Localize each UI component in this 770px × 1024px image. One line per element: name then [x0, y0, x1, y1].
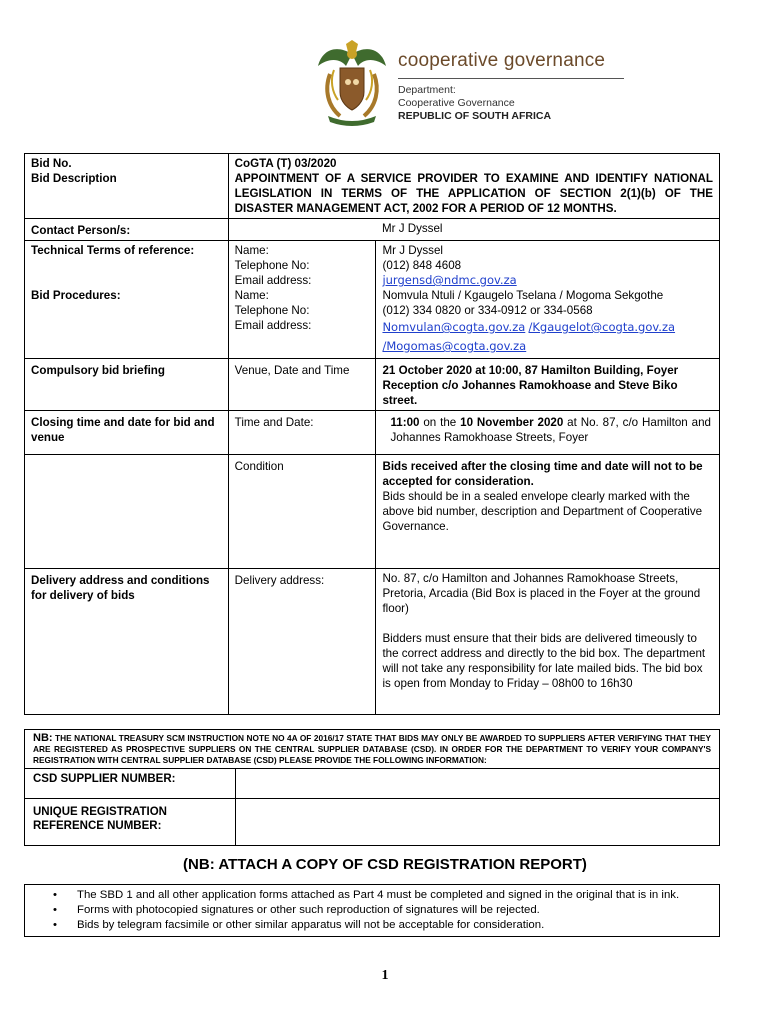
list-item: • The SBD 1 and all other application forms attached as Part 4 must be completed and signed in the original that is in ink. [53, 888, 713, 903]
table-row [25, 359, 720, 411]
table-row [25, 455, 720, 569]
contact-label: Contact Person/s: [25, 219, 229, 241]
contact-value: Mr J Dyssel [376, 219, 720, 241]
condition-warning: Bids received after the closing time and date will not to be accepted for consideration. [382, 460, 703, 488]
list-item: • Bids by telegram facsimile or other similar apparatus will not be acceptable for consideration. [53, 918, 713, 933]
dept-line-3: REPUBLIC OF SOUTH AFRICA [398, 110, 552, 122]
delivery-address: No. 87, c/o Hamilton and Johannes Ramokhoase Streets, Pretoria, Arcadia (Bid Box is placed in the Foyer at the ground floor) [382, 572, 701, 615]
bid-description-value: APPOINTMENT OF A SERVICE PROVIDER TO EXAMINE AND IDENTIFY NATIONAL LEGISLATION IN TERMS OF THE APPLICATION OF SECTION 2(1)(b) OF THE DISASTER MANAGEMENT ACT, 2002 FOR A PERIOD OF 12 MONTHS. [234, 172, 713, 215]
condition-value [376, 455, 720, 569]
dept-line-2: Cooperative Governance [398, 97, 515, 109]
department-logo [316, 40, 636, 130]
technical-name: Mr J Dyssel [382, 244, 443, 257]
table-row [25, 569, 720, 715]
csd-nb-label: NB: [33, 732, 53, 744]
brand-divider [398, 78, 624, 79]
delivery-sublabel: Delivery address: [228, 569, 376, 715]
submission-rules [24, 884, 720, 937]
closing-sublabel: Time and Date: [228, 411, 376, 455]
brand-name: cooperative governance [398, 50, 606, 71]
procedures-email-link-2[interactable]: /Kgaugelot@cogta.gov.za [528, 320, 676, 334]
rules-list [53, 888, 713, 933]
table-row [25, 769, 719, 799]
table-row [25, 154, 720, 219]
attach-csd-note: (NB: ATTACH A COPY OF CSD REGISTRATION REPORT) [183, 856, 587, 873]
bid-no-value: CoGTA (T) 03/2020 [234, 157, 337, 170]
delivery-label: Delivery address and conditions for delivery of bids [25, 569, 229, 715]
bid-description-label: Bid Description [31, 172, 117, 185]
bid-no-value-cell [228, 154, 719, 219]
closing-time: 11:00 [390, 416, 420, 429]
csd-fields-table [25, 768, 719, 845]
procedures-email-link-1[interactable]: Nomvulan@cogta.gov.za [382, 320, 526, 334]
bid-procedures-label: Bid Procedures: [31, 289, 121, 302]
dept-line-1: Department: [398, 84, 456, 96]
closing-value: 11:00 on the 10 November 2020 at No. 87, c/o Hamilton and Johannes Ramokhoase Streets, Foyer [376, 411, 720, 455]
table-row [25, 219, 720, 241]
briefing-value: 21 October 2020 at 10:00, 87 Hamilton Building, Foyer Reception c/o Johannes Ramokhoase and Steve Biko street. [376, 359, 720, 411]
urn-field[interactable] [235, 799, 719, 845]
condition-sublabel: Condition [228, 455, 376, 569]
delivery-note: Bidders must ensure that their bids are delivered timeously to the correct address and directly to the bid box. The department will not take any responsibility for late mailed bids. The bid box is open from Monday to Friday – 08h00 to 16h30 [382, 632, 706, 690]
procedures-telephone: (012) 334 0820 or 334-0912 or 334-0568 [382, 304, 593, 317]
procedures-email-link-3[interactable]: /Mogomas@cogta.gov.za [382, 339, 527, 353]
closing-date: 10 November 2020 [460, 416, 564, 429]
list-item: • Forms with photocopied signatures or other such reproduction of signatures will be rejected. [53, 903, 713, 918]
technical-email-link[interactable]: jurgensd@ndmc.gov.za [382, 273, 517, 287]
csd-note-text: THE NATIONAL TREASURY SCM INSTRUCTION NOTE NO 4A OF 2016/17 STATE THAT BIDS MAY ONLY BE AWARDED TO SUPPLIERS AFTER VERIFYING THAT THEY ARE REGISTERED AS PROSPECTIVE SUPPLIERS ON THE CENTRAL SUPPLIER DATABASE (CSD). IN ORDER FOR THE DEPARTMENT TO VERIFY YOUR COMPANY'S REGISTRATION WITH CENTRAL SUPPLIER DATABASE (CSD) PLEASE PROVIDE THE FOLLOWING INFORMATION: [33, 733, 711, 765]
briefing-label: Compulsory bid briefing [25, 359, 229, 411]
briefing-sublabel: Venue, Date and Time [228, 359, 376, 411]
table-row [25, 411, 720, 455]
technical-values [376, 241, 720, 359]
technical-sublabels: Name: Telephone No: Email address: Name: Telephone No: Email address: [228, 241, 376, 359]
page-number: 1 [381, 968, 389, 983]
csd-registration-box [24, 729, 720, 846]
table-row [25, 241, 720, 359]
delivery-value [376, 569, 720, 715]
coat-of-arms-icon [316, 40, 388, 126]
technical-telephone: (012) 848 4608 [382, 259, 462, 272]
bid-no-label: Bid No. Bid Description [25, 154, 229, 219]
closing-label: Closing time and date for bid and venue [25, 411, 229, 455]
csd-supplier-field[interactable] [235, 769, 719, 799]
contact-spacer [228, 219, 376, 241]
condition-spacer [25, 455, 229, 569]
table-row [25, 799, 719, 845]
procedures-names: Nomvula Ntuli / Kgaugelo Tselana / Mogoma Sekgothe [382, 289, 664, 302]
csd-note [25, 730, 719, 768]
condition-text: Bids should be in a sealed envelope clearly marked with the above bid number, description and Department of Cooperative Governance. [382, 490, 703, 533]
technical-label: Technical Terms of reference: Bid Procedures: [25, 241, 229, 359]
bid-details-table [24, 153, 720, 715]
csd-supplier-label: CSD SUPPLIER NUMBER: [25, 769, 235, 799]
urn-label: UNIQUE REGISTRATION REFERENCE NUMBER: [25, 799, 235, 845]
department-block [398, 84, 551, 123]
